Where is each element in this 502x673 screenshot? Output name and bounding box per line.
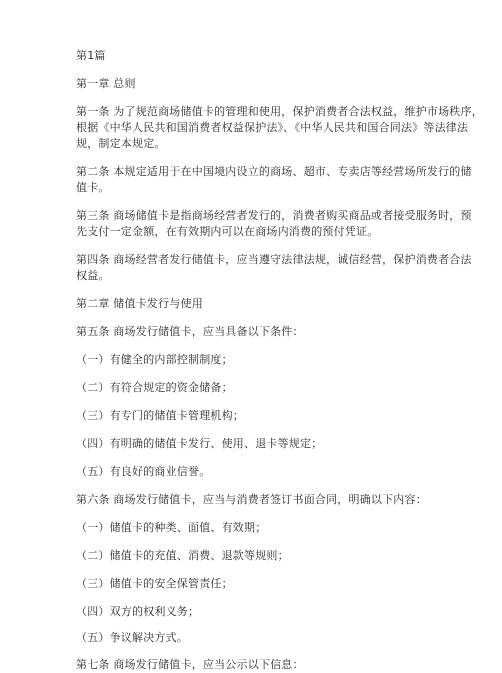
article-6: 第六条 商场发行储值卡，应当与消费者签订书面合同，明确以下内容： — [76, 493, 427, 506]
article-2-line-2: 值卡。 — [76, 181, 110, 194]
list-item: （三）有专门的储值卡管理机构； — [76, 409, 244, 422]
list-item: （四）双方的权利义务； — [76, 605, 200, 618]
list-item: （五）有良好的商业信誉。 — [76, 465, 211, 478]
article-1-line-1: 第一条 为了规范商场储值卡的管理和使用，保护消费者合法权益，维护市场秩序， — [76, 105, 483, 118]
list-item: （一）有健全的内部控制制度； — [76, 353, 233, 366]
chapter-heading: 第一章 总则 — [76, 77, 136, 90]
article-5: 第五条 商场发行储值卡，应当具备以下条件： — [76, 325, 304, 338]
article-1-line-3: 规，制定本规定。 — [76, 137, 166, 150]
list-item: （二）有符合规定的资金储备； — [76, 381, 233, 394]
list-item: （四）有明确的储值卡发行、使用、退卡等规定； — [76, 437, 323, 450]
chapter-heading: 第二章 储值卡发行与使用 — [76, 297, 203, 310]
article-4-line-1: 第四条 商场经营者发行储值卡，应当遵守法律法规，诚信经营，保护消费者合法 — [76, 253, 472, 266]
article-3-line-1: 第三条 商场储值卡是指商场经营者发行的，消费者购买商品或者接受服务时，预 — [76, 209, 472, 222]
list-item: （二）储值卡的充值、消费、退款等规则； — [76, 549, 289, 562]
article-2-line-1: 第二条 本规定适用于在中国境内设立的商场、超市、专卖店等经营场所发行的储 — [76, 165, 472, 178]
article-1-line-2: 根据《中华人民共和国消费者权益保护法》、《中华人民共和国合同法》等法律法 — [76, 121, 469, 134]
section-title: 第1篇 — [76, 49, 106, 62]
article-4-line-2: 权益。 — [76, 269, 110, 282]
list-item: （五）争议解决方式。 — [76, 631, 188, 644]
article-7: 第七条 商场发行储值卡，应当公示以下信息： — [76, 658, 304, 671]
list-item: （一）储值卡的种类、面值、有效期； — [76, 521, 267, 534]
article-3-line-2: 先支付一定金额，在有效期内可以在商场内消费的预付凭证。 — [76, 225, 379, 238]
list-item: （三）储值卡的安全保管责任； — [76, 577, 233, 590]
